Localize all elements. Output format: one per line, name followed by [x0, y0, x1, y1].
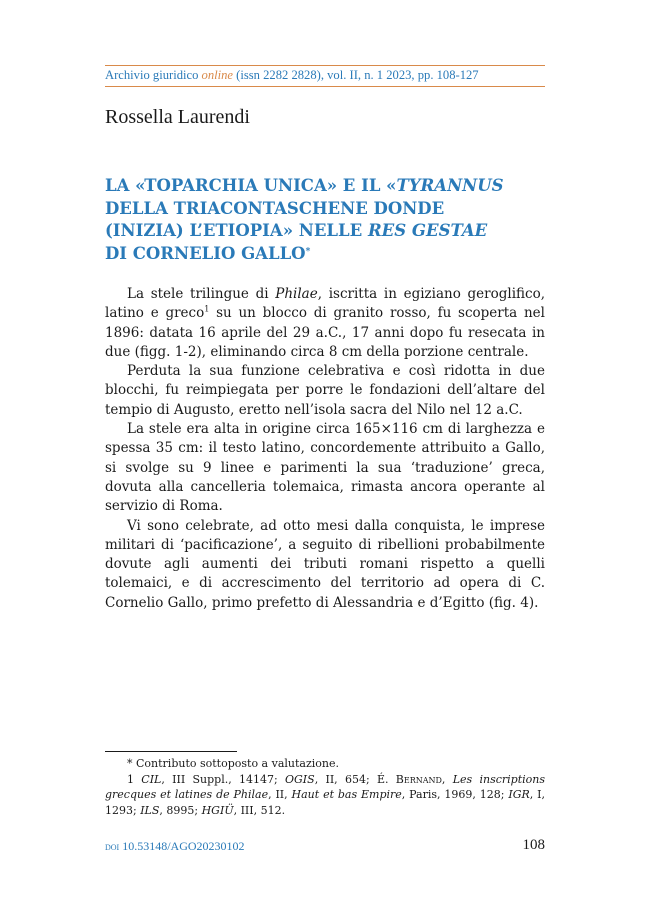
footnotes	[105, 756, 545, 818]
paragraph-1	[105, 285, 545, 362]
footnote-1-ils: ILS	[140, 803, 160, 817]
footnote-1-ogis: OGIS	[285, 772, 315, 786]
footnote-separator	[105, 751, 237, 752]
footnote-1-text-c: ,	[441, 772, 453, 786]
title-line-3-italic: RES GESTAE	[367, 221, 488, 240]
paragraph-1-text-a: La stele trilingue di	[127, 286, 276, 302]
footnote-1-hgiu: HGIÜ	[201, 803, 234, 817]
doi-prefix: doi	[105, 841, 120, 853]
footnote-1-text-e: , Paris, 1969, 128;	[401, 788, 509, 801]
article-body	[105, 285, 545, 613]
footnote-ref-1[interactable]: 1	[204, 304, 210, 314]
doi-value: 10.53148/AGO20230102	[119, 839, 245, 853]
title-line-3: (INIZIA) L’ETIOPIA» NELLE	[105, 221, 368, 240]
footnote-1-mark: 1	[127, 772, 142, 786]
journal-online: online	[201, 68, 234, 82]
title-line-1-italic: TYRANNUS	[396, 176, 504, 195]
paragraph-4: Vi sono celebrate, ad otto mesi dalla conquista, le imprese militari di ‘pacificazione’, a seguito di ribellioni probabilmente dovute agli aumenti dei tributi romani rispetto a quelli tolemaici, e di accrescimento del territorio ad opera di C. Cornelio Gallo, primo prefetto di Alessandria e d’Egitto (fig. 4).	[105, 517, 545, 611]
paragraph-1-text-c: su un blocco di granito rosso, fu scoperta nel 1896: datata 16 aprile del 29 a.C., 17 anni dopo fu resecata in due (figg. 1-2), eliminando circa 8 cm della porzione centrale.	[105, 305, 545, 360]
footnote-1-text-d: , II,	[268, 788, 292, 801]
footnote-1-text-a: , III Suppl., 14147;	[161, 772, 285, 786]
title-line-4: DI CORNELIO GALLO	[105, 243, 306, 263]
footnote-1-subtitle: Haut et bas Empire	[291, 788, 402, 801]
footnote-1-cil: CIL	[141, 772, 162, 786]
footnote-1-text-b: , II, 654; É.	[314, 772, 396, 786]
footnote-1-text-g: , 8995;	[159, 803, 202, 817]
footnote-1-text-f: , I, 1293;	[105, 788, 545, 817]
journal-suffix: (issn 2282 2828), vol. II, n. 1 2023, pp. 108-127	[233, 68, 479, 82]
footnote-star: * Contributo sottoposto a valutazione.	[127, 757, 339, 770]
paragraph-3: La stele era alta in origine circa 165×116 cm di larghezza e spessa 35 cm: il testo latino, concordemente attribuito a Gallo, si svolge su 9 linee e parimenti la sua ‘traduzione’ greca, dovuta alla cancelleria tolemaica, rimasta ancora operante al servizio di Roma.	[105, 421, 545, 515]
journal-header	[105, 65, 545, 87]
journal-prefix: Archivio giuridico	[105, 68, 202, 82]
paragraph-2: Perduta la sua funzione celebrativa e così ridotta in due blocchi, fu reimpiegata per porre le fondazioni dell’altare del tempio di Augusto, eretto nell’isola sacra del Nilo nel 12 a.C.	[105, 363, 545, 418]
title-line-1: LA «TOPARCHIA UNICA» E IL «	[105, 176, 397, 195]
doi-link[interactable]	[105, 839, 245, 854]
footnote-1-text-h: , III, 512.	[233, 803, 286, 817]
footnote-1-title: Les inscriptions grecques et latines de Philae	[105, 772, 545, 801]
paragraph-1-italic: Philae	[275, 286, 318, 302]
title-line-2: DELLA TRIACONTASCHENE DONDE	[105, 198, 445, 218]
footnote-1	[105, 772, 545, 819]
page-number: 108	[522, 837, 545, 853]
article-title	[105, 175, 550, 265]
footnote-1-igr: IGR	[508, 788, 530, 801]
footnote-1-author: Bernand	[395, 772, 442, 786]
paragraph-1-text-b: , iscritta in egiziano geroglifico, latino e greco	[105, 286, 546, 322]
title-footnote-mark: *	[305, 246, 311, 257]
author-name: Rossella Laurendi	[105, 106, 250, 128]
